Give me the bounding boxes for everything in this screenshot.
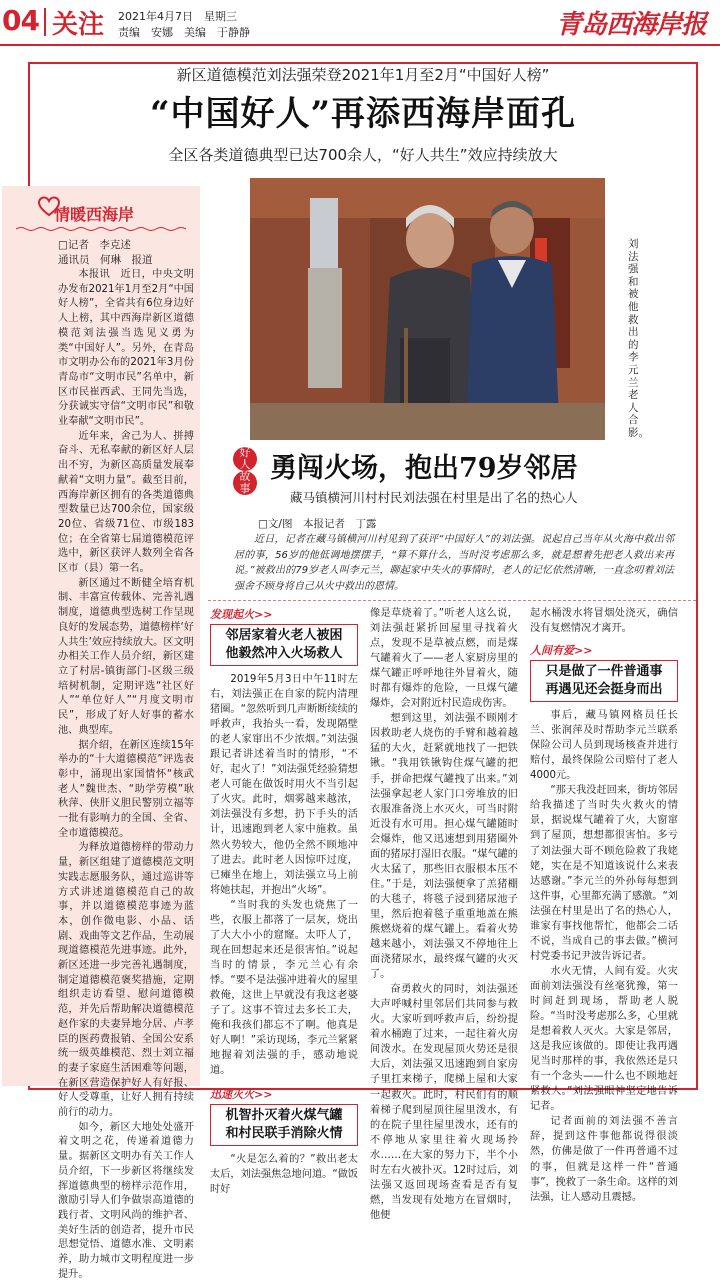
column-two [370,606,518,1223]
issue-date: 2021年4月7日 星期三 [118,10,237,23]
wave-divider [16,226,186,232]
subsection-box [530,660,678,702]
left-paragraph: 新区通过不断健全培育机制、丰富宣传载体、完善礼遇制度，道德典型选树工作呈现良好的发展态势，道德榜样‘好人共生’效应持续放大。区文明办相关工作人员介绍，新区建立了村居-镇街部门-区级三级培树机制，定期评选“社区好人”“单位好人”“月度文明市民”，形成了好人好事的蓄水池、典型库。 [58,577,194,736]
left-paragraph: 本报讯 近日，中央文明办发布2021年1月至2月“中国好人榜”，全省共有6位身边好人上榜，其中西海岸新区道德模范刘法强当选见义勇为类“中国好人”。另外，在青岛市文明办公布的2021年3月份青岛市“文明市民”名单中，新区市民崔西武、王同先当选，分获诚实守信“文明市民”和敬业奉献“文明市民”。 [58,269,194,428]
story-badge-label: 好人故事 [239,446,251,495]
photo-caption: 刘法强和被他救出的李元兰老人合影。 [628,238,649,439]
story-intro: 近日，记者在藏马镇横河川村见到了获评“中国好人”的刘法强。说起自己当年从火海中救出邻居的事，56岁的他低调地摆摆手，“算不算什么，当时没考虑那么多，就是想着先把老人救出来再说。”被救出的79岁老人叫李元兰，聊起家中失火的事情时，老人的记忆依然清晰，一直念叨着刘法强舍不顾身将自己从火中救出的恩情。 [234,534,674,592]
subsection-label: 发现起火>> [210,608,273,621]
paragraph: 像是草烧着了。”听老人这么说，刘法强赶紧折回屋里寻找着火点，发现不是草被点燃，而是煤气罐着火了——老人家厨房里的煤气罐正呼呼地往外冒着火，随时都有爆炸的危险，一旦煤气罐爆炸，会对附近村民造成伤害。 [370,608,518,710]
story-title: 勇闯火场，抱出79岁邻居 [270,453,578,484]
left-paragraph: 据介绍，在新区连续15年举办的“十大道德模范”评选表彰中，涌现出家国情怀“核武老人”魏世杰、“助学劳模”耿秋萍、侠肝义胆民警别立福等一批有影响力的全国、全省、全市道德模范。 [58,739,194,839]
subsection-box [210,624,358,666]
paragraph: 想到这里，刘法强不顾刚才因救助老人烧伤的手臂和越着越猛的大火，赶紧就地找了一把铁锹。“我用铁锹钩住煤气罐的把手，拼命把煤气罐拽了出来。”刘法强拿起老人家门口旁堆放的旧衣服准备浇上水灭火，可当时附近没有水可用。担心煤气罐随时会爆炸，他又迅速想到用猪圈外面的猪尿打湿旧衣服。“煤气罐的火太猛了，那些旧衣服根本压不住。”于是，刘法强便拿了羔猪棚的大毯子，将毯子浸到猪尿池子里，然后抱着毯子重重地盖在熊熊燃烧着的煤气罐上。看着火势越来越小，刘法强又不停地往上面浇猪尿水，最终煤气罐的火灭了。 [370,713,518,981]
left-paragraph: 如今，新区大地处处盛开着文明之花，传递着道德力量。据新区文明办有关工作人员介绍，下一步新区将继续发挥道德典型的榜样示范作用，激励引导人们争做崇高道德的践行者、文明风尚的维护者、美好生活的创造者，提升市民思想觉悟、道德水准、文明素养，助力城市文明程度进一步提升。 [58,1121,194,1280]
editor-credits: 责编 安娜 美编 于静静 [118,26,250,39]
left-paragraph: 为释放道德榜样的带动力量，新区组建了道德模范文明实践志愿服务队，通过巡讲等方式讲述道德模范自己的故事，并以道德模范事迹为蓝本，创作微电影、小品、话剧、戏曲等文艺作品，生动展现道德模范先进事迹。此外，新区还进一步完善礼遇制度，制定道德模范褒奖措施，定期组织走访看望、慰问道德模范，并先后帮助解决道德模范赵作家的夫妻异地分居、卢孝臣的医药费报销、全国公安系统一级英雄模范、烈士刘立福的妻子家庭生活困难等问题，在新区营造保护好人有好报、好人受尊重，让好人拥有持续前行的动力。 [58,842,194,1119]
paragraph: 水火无情，人间有爱。火灾面前刘法强没有丝毫犹豫，第一时间赶到现场，帮助老人脱险。“当时没考虑那么多，心里就是想着救人灭火。大家是邻居，这是我应该做的。即使让我再遇见当时那样的事，我依然还是只有一个念头——什么也不顾地赶紧救人。”刘法强眼神坚定地告诉记者。 [530,965,678,1113]
headline: “中国好人”再添西海岸面孔 [149,94,577,134]
column-text [210,1152,358,1197]
left-article [58,268,194,1283]
column-text [530,708,678,1205]
subsection-label: 迅速灭火>> [210,1088,273,1102]
paragraph: “当时我的头发也烧焦了一些，衣服上都落了一层灰，烧出了大大小小的窟窿。太吓人了，现在回想起来还是很害怕。”说起当时的情景，李元兰心有余悸。“要不是法强冲进着火的屋里救俺，这世上早就没有我这老婆子了。这事不管过去多长工夫，俺和我孩们都忘不了啊。他真是好人啊！”采访现场，李元兰紧紧地握着刘法强的手，感动地说道。 [210,899,358,1077]
column-three [530,606,678,1205]
paragraph: 奋勇救火的同时，刘法强还大声呼喊村里邻居们共同参与救火。大家听到呼救声后，纷纷提着水桶跑了过来，一起往着火房间泼水。在发现屋顶火势还是很大后，刘法强又迅速跑到自家房子里扛来梯子，爬梯上屋和大家一起救火。此时，村民们有的顺着梯子爬到屋顶往屋里泼水，有的在院子里往屋里泼水，还有的不停地从家里往着火现场拎水……在大家的努力下，半个小时左右火被扑灭。12时过后，刘法强又返回现场查看是否有复燃，当发现有处地方在冒烟时，他便 [370,984,518,1221]
subsection-box [210,1104,358,1146]
column-one [210,606,358,1197]
paragraph: 2019年5月3日中午11时左右，刘法强正在自家的院内清理猪圈。“忽然听到几声断断续续的呼救声，我抬头一看，发现隔壁的老人家窜出不少浓烟。”刘法强跟记者讲述着当时的情形，“不好，起火了！”刘法强凭经验猜想老人可能在做饭时用火不当引起了火灾。此时，烟雾越来越浓，刘法强没有多想，扔下手头的活计，迅速跑到老人家中施救。虽然火势较大，他仍全然不顾地冲了进去。此时老人因惊吓过度，已瘫坐在地上，刘法强立马上前将她扶起，并抱出“火场”。 [210,674,358,896]
paragraph: 记者面前的刘法强不善言辞，提到这件事他都说得很淡然，仿佛是做了一件再普通不过的事，但就是这样一件“普通事”，挽救了一条生命。这样的刘法强，让人感动且震撼。 [530,1116,678,1203]
subsection-title: 机智扑灭着火煤气罐 和村民联手消除火情 [225,1108,343,1142]
paragraph: 起水桶泼水将冒烟处浇灭，确信没有复燃情况才离开。 [530,608,678,635]
header-divider [44,8,46,36]
story-photo [250,178,605,440]
story-subtitle: 藏马镇横河川村村民刘法强在村里是出了名的热心人 [290,490,578,505]
subsection-label: 人间有爱>> [530,644,593,658]
paragraph: 事后，藏马镇网格员任长兰、张润萍及时帮助李元兰联系保险公司人员到现场核查并进行赔付，最终保险公司赔付了老人4000元。 [530,710,678,782]
header-rule [0,44,720,46]
left-byline-reporter: □记者 李克述 [58,239,131,251]
dashed-separator [208,600,696,601]
newspaper-logo: 青岛西海岸报 [556,10,707,40]
subheadline: 全区各类道德典型已达700余人，“好人共生”效应持续放大 [168,146,558,164]
subsection-title: 只是做了一件普通事 再遇见还会挺身而出 [545,664,663,698]
paragraph: “那天我没赶回来，街坊邻居给我描述了当时失火救火的情景，据说煤气罐着了火，大窗窜到了屋顶，想想都很害怕。多亏了刘法强大哥不顾危险救了我姥姥，实在是不知道该说什么来表达感谢。”李元兰的外孙每每想到这件事，心里都充满了感激。“刘法强在村里是出了名的热心人，谁家有事找他帮忙，他都会二话不说，当成自己的事去做。”横河村党委书记尹波告诉记者。 [530,785,678,962]
left-byline-correspondent: 通讯员 何琳 报道 [58,254,153,266]
column-badge: 情暖西海岸 [54,205,135,224]
page-number: 04 [2,4,39,37]
kicker: 新区道德模范刘法强荣登2021年1月至2月“中国好人榜” [176,66,550,84]
left-paragraph: 近年来，舍己为人、拼搏奋斗、无私奉献的新区好人层出不穷，为新区高质量发展奉献着“文明力量”。截至目前，西海岸新区拥有的各类道德典型数量已达700余位，国家级20位、省级71位、市级183位；在全省第七届道德模范评选中，新区获评人数列全省各区市（县）第一名。 [58,430,194,575]
section-name: 关注 [52,10,105,40]
column-text [530,606,678,636]
story-byline: □文/图 本报记者 丁露 [258,518,377,530]
paragraph: “火是怎么着的？”救出老太太后，刘法强焦急地问道。“做饭时好 [210,1154,358,1196]
column-text [210,672,358,1078]
subsection-title: 邻居家着火老人被困 他毅然冲入火场救人 [225,628,343,661]
